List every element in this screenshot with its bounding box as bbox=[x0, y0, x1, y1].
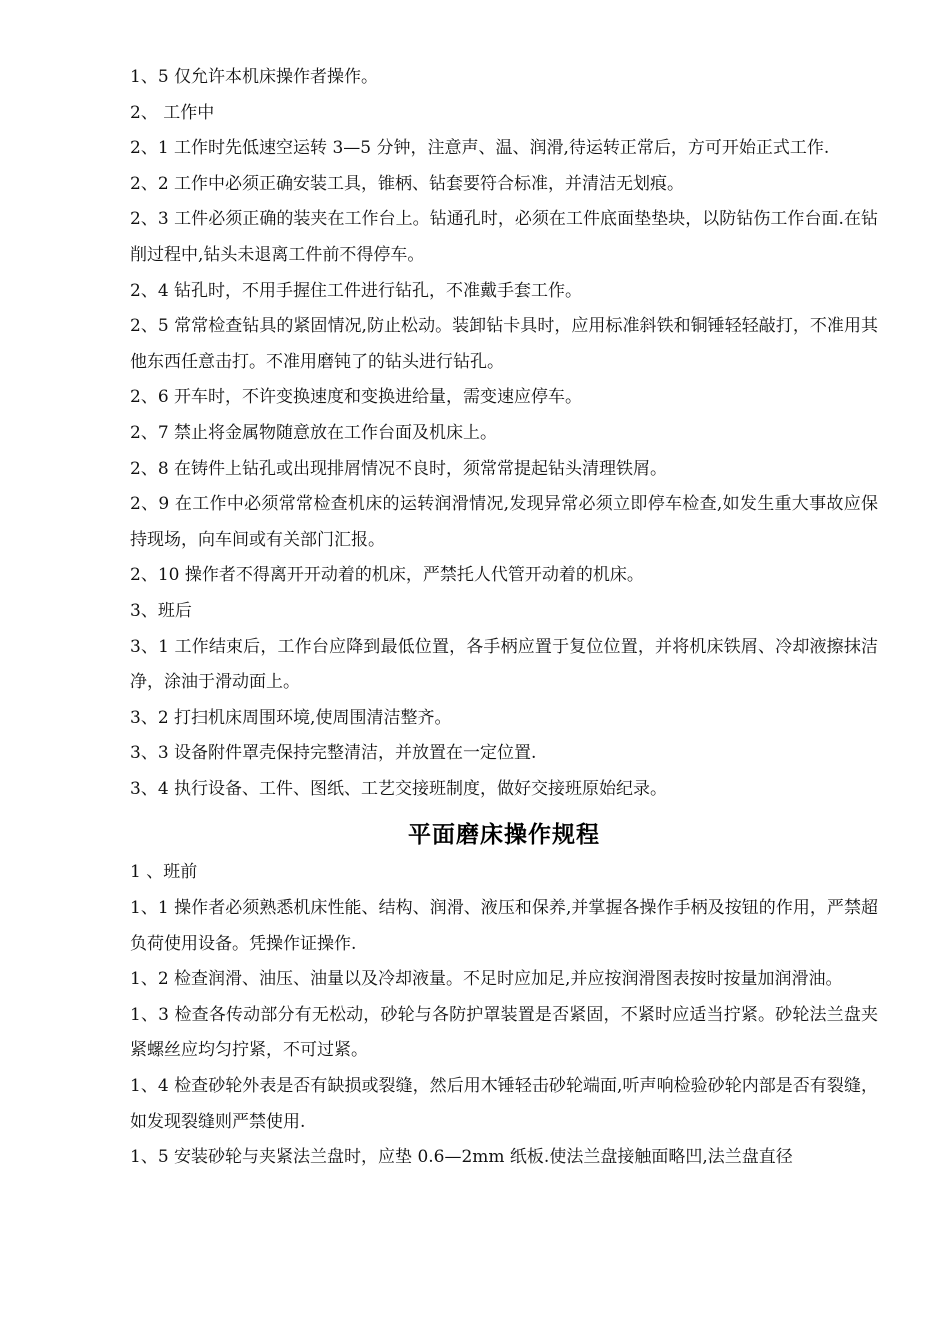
paragraph: 1、2 检查润滑、油压、油量以及冷却液量。不足时应加足,并应按润滑图表按时按量加润滑油。 bbox=[130, 969, 843, 990]
section-heading-before-shift: 1 、班前 bbox=[130, 862, 198, 883]
paragraph: 2、4 钻孔时，不用手握住工件进行钻孔，不准戴手套工作。 bbox=[130, 280, 583, 301]
document-body bbox=[130, 60, 878, 1176]
paragraph: 3、4 执行设备、工件、图纸、工艺交接班制度，做好交接班原始纪录。 bbox=[130, 778, 668, 799]
section-heading-working: 2、 工作中 bbox=[130, 102, 215, 123]
surface-grinder-rules bbox=[130, 855, 878, 1175]
paragraph: 1、1 操作者必须熟悉机床性能、结构、润滑、液压和保养,并掌握各操作手柄及按钮的作用，严禁超负荷使用设备。凭操作证操作. bbox=[130, 898, 878, 954]
paragraph: 1、4 检查砂轮外表是否有缺损或裂缝，然后用木锤轻击砂轮端面,听声响检验砂轮内部是否有裂缝，如发现裂缝则严禁使用. bbox=[130, 1076, 878, 1132]
paragraph: 2、7 禁止将金属物随意放在工作台面及机床上。 bbox=[130, 422, 498, 443]
paragraph: 1、5 仅允许本机床操作者操作。 bbox=[130, 67, 379, 87]
paragraph: 2、8 在铸件上钻孔或出现排屑情况不良时，须常常提起钻头清理铁屑。 bbox=[130, 458, 668, 479]
paragraph: 3、3 设备附件罩壳保持完整清洁，并放置在一定位置. bbox=[130, 743, 537, 764]
paragraph: 2、9 在工作中必须常常检查机床的运转润滑情况,发现异常必须立即停车检查,如发生重大事故应保持现场，向车间或有关部门汇报。 bbox=[130, 494, 878, 550]
paragraph: 2、6 开车时，不许变换速度和变换进给量，需变速应停车。 bbox=[130, 387, 583, 408]
paragraph: 3、2 打扫机床周围环境,使周围清洁整齐。 bbox=[130, 707, 452, 728]
section-heading-after-shift: 3、班后 bbox=[130, 600, 192, 621]
paragraph: 2、1 工作时先低速空运转 3—5 分钟，注意声、温、润滑,待运转正常后，方可开始正式工作. bbox=[130, 138, 830, 159]
drilling-machine-rules-continued bbox=[130, 60, 878, 807]
paragraph: 2、5 常常检查钻具的紧固情况,防止松动。装卸钻卡具时，应用标准斜铁和铜锤轻轻敲打，不准用其他东西任意击打。不准用磨钝了的钻头进行钻孔。 bbox=[130, 316, 878, 372]
paragraph: 2、10 操作者不得离开开动着的机床，严禁托人代管开动着的机床。 bbox=[130, 565, 644, 586]
paragraph: 2、3 工件必须正确的装夹在工作台上。钻通孔时，必须在工件底面垫垫块，以防钻伤工作台面.在钻削过程中,钻头未退离工件前不得停车。 bbox=[130, 209, 879, 265]
document-title: 平面磨床操作规程 bbox=[408, 822, 600, 849]
paragraph: 1、3 检查各传动部分有无松动，砂轮与各防护罩装置是否紧固，不紧时应适当拧紧。砂轮法兰盘夹紧螺丝应均匀拧紧，不可过紧。 bbox=[130, 1004, 878, 1061]
paragraph: 1、5 安装砂轮与夹紧法兰盘时，应垫 0.6—2mm 纸板.使法兰盘接触面略凹,法兰盘直径 bbox=[130, 1147, 793, 1168]
paragraph: 2、2 工作中必须正确安装工具，锥柄、钻套要符合标准，并清洁无划痕。 bbox=[130, 173, 685, 194]
paragraph: 3、1 工作结束后，工作台应降到最低位置，各手柄应置于复位位置，并将机床铁屑、冷却液擦抹洁净，涂油于滑动面上。 bbox=[130, 636, 878, 693]
